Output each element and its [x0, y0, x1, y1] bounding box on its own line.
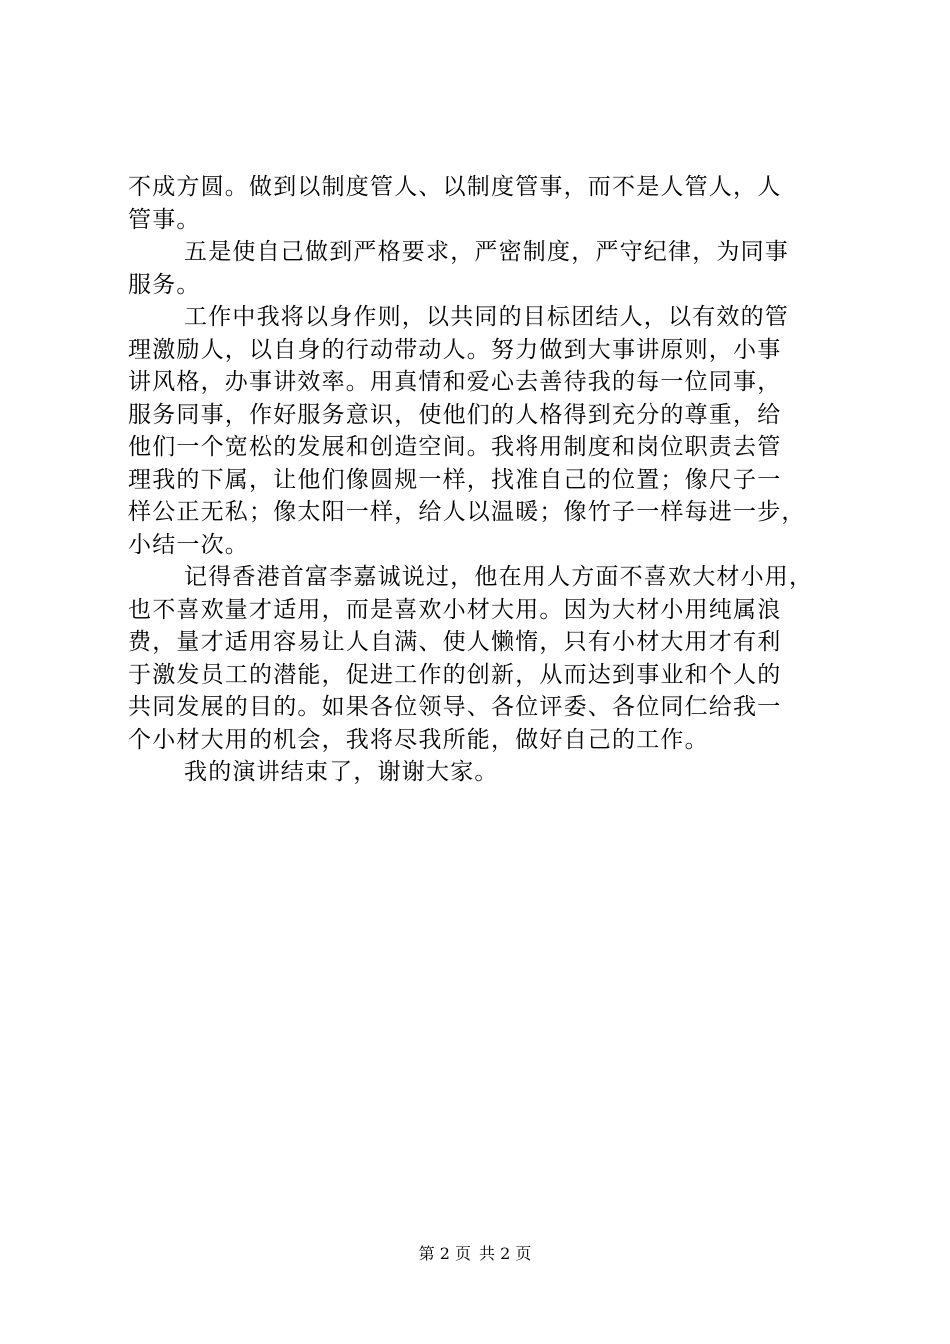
text-line: 记得香港首富李嘉诚说过，他在用人方面不喜欢大材小用， — [184, 564, 814, 590]
text-line: 管事。 — [128, 206, 201, 233]
text-line: 服务同事，作好服务意识，使他们的人格得到充分的尊重，给 — [128, 401, 782, 428]
text-line: 也不喜欢量才适用，而是喜欢小材大用。因为大材小用纯属浪 — [128, 596, 782, 623]
text-line: 小结一次。 — [128, 531, 249, 558]
text-line: 服务。 — [128, 271, 201, 298]
text-line: 不成方圆。做到以制度管人、以制度管事，而不是人管人，人 — [128, 174, 782, 200]
text-line: 他们一个宽松的发展和创造空间。我将用制度和岗位职责去管 — [128, 434, 782, 460]
text-line: 个小材大用的机会，我将尽我所能，做好自己的工作。 — [128, 726, 709, 753]
text-line: 我的演讲结束了，谢谢大家。 — [184, 759, 499, 785]
document-body — [128, 171, 833, 789]
text-line: 五是使自己做到严格要求，严密制度，严守纪律，为同事 — [184, 239, 789, 265]
text-line: 理我的下属，让他们像圆规一样，找准自己的位置；像尺子一 — [128, 466, 782, 493]
page-count: 共 2 页 — [479, 1244, 532, 1263]
text-line: 工作中我将以身作则，以共同的目标团结人，以有效的管 — [184, 304, 789, 330]
text-line: 理激励人，以自身的行动带动人。努力做到大事讲原则，小事 — [128, 336, 782, 363]
page-number: 第 2 页 — [418, 1244, 471, 1263]
text-line: 样公正无私；像太阳一样，给人以温暖；像竹子一样每进一步， — [128, 499, 806, 525]
page-footer — [0, 1243, 950, 1265]
text-line: 于激发员工的潜能，促进工作的创新，从而达到事业和个人的 — [128, 661, 782, 688]
text-line: 共同发展的目的。如果各位领导、各位评委、各位同仁给我一 — [128, 694, 782, 720]
text-line: 费，量才适用容易让人自满、使人懒惰，只有小材大用才有利 — [128, 629, 782, 655]
text-line: 讲风格，办事讲效率。用真情和爱心去善待我的每一位同事， — [128, 369, 782, 395]
